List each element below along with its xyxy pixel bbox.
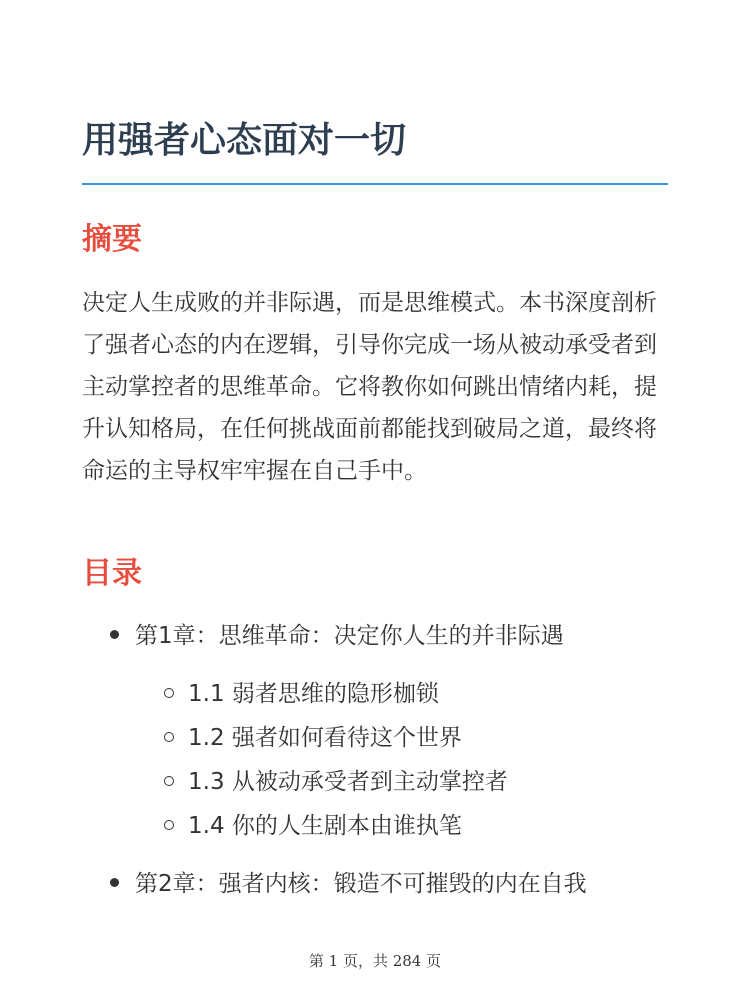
bullet-circle-icon [164,688,174,698]
bullet-circle-icon [164,732,174,742]
bullet-disc-icon [110,878,119,887]
toc-heading: 目录 [82,556,142,591]
title-divider [82,183,668,185]
toc-section-1-2[interactable] [164,722,462,754]
page-number-footer: 第 1 页，共 284 页 [308,952,442,970]
toc-chapter-1[interactable] [110,620,564,652]
toc-section-label: 1.2 强者如何看待这个世界 [188,725,462,751]
toc-section-1-4[interactable] [164,810,462,842]
toc-section-label: 1.4 你的人生剧本由谁执笔 [188,813,462,839]
toc-section-label: 1.3 从被动承受者到主动掌控者 [188,769,508,795]
abstract-heading: 摘要 [82,222,142,257]
toc-chapter-2[interactable] [110,868,587,900]
document-title: 用强者心态面对一切 [82,120,407,161]
toc-chapter-label: 第2章：强者内核：锻造不可摧毁的内在自我 [135,871,587,897]
toc-section-label: 1.1 弱者思维的隐形枷锁 [188,681,439,707]
bullet-disc-icon [110,630,119,639]
abstract-paragraph: 决定人生成败的并非际遇，而是思维模式。本书深度剖析了强者心态的内在逻辑，引导你完成一场从被动承受者到主动掌控者的思维革命。它将教你如何跳出情绪内耗，提升认知格局，在任何挑战面前都能找到破局之道，最终将命运的主导权牢牢握在自己手中。 [82,290,657,484]
toc-section-1-3[interactable] [164,766,508,798]
bullet-circle-icon [164,776,174,786]
bullet-circle-icon [164,820,174,830]
toc-section-1-1[interactable] [164,678,439,710]
toc-chapter-label: 第1章：思维革命：决定你人生的并非际遇 [135,623,564,649]
